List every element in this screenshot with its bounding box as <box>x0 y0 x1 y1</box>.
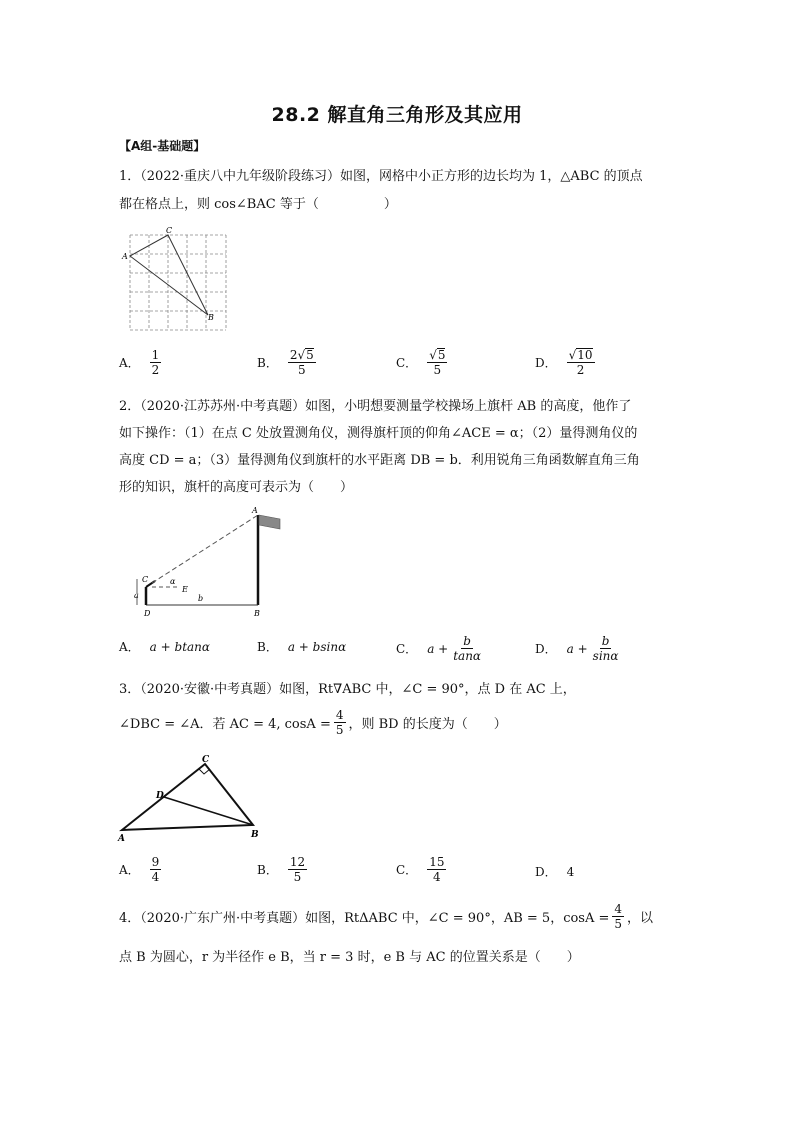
q3-text-line2: ∠DBC = ∠A．若 AC = 4, cosA = $\frac{4}{5}$ ，则 BD 的长度为（ ） <box>119 708 507 737</box>
q3-triangle-figure <box>114 752 274 844</box>
q1-grid-figure <box>120 225 232 335</box>
q2-option-a[interactable]: A． a + btanα <box>119 639 210 654</box>
q1-label-b: B <box>208 313 214 322</box>
section-label: 【A组-基础题】 <box>119 139 206 153</box>
q2-label-alpha: α <box>170 577 176 586</box>
option-label: C． <box>396 356 418 370</box>
q2-flagpole-figure <box>128 503 298 623</box>
option-label: D． <box>535 356 557 370</box>
q1-label-a: A <box>122 252 128 261</box>
q1-text-line2: 都在格点上，则 cos∠BAC 等于（ ） <box>119 197 397 212</box>
page-title: 28.2 解直角三角形及其应用 <box>271 104 523 126</box>
option-label: D． <box>535 865 557 879</box>
option-label: B． <box>257 640 278 654</box>
q1-option-a[interactable]: A． $\frac{1}{2}$ <box>119 348 160 377</box>
q2-label-c: C <box>142 575 149 584</box>
q2-label-d: D <box>144 609 151 618</box>
q4-text-line2: 点 B 为圆心，r 为半径作 e B，当 r = 3 时，e B 与 AC 的位置关系是（ ） <box>119 950 580 965</box>
option-label: A． <box>119 863 140 877</box>
q1-option-b[interactable]: B． 2√ 5 5 <box>257 348 314 377</box>
q2-label-e: E <box>182 585 188 594</box>
option-label: D． <box>535 642 557 656</box>
q1-text-line1: 1．（2022·重庆八中九年级阶段练习）如图，网格中小正方形的边长均为 1，△ABC 的顶点 <box>119 169 643 184</box>
option-label: C． <box>396 863 418 877</box>
q2-label-len-b: b <box>198 594 204 603</box>
q3-label-b: B <box>251 830 259 840</box>
q3-option-b[interactable]: B． $\frac{12}{5}$ <box>257 855 306 884</box>
q2-option-b[interactable]: B． a + bsinα <box>257 639 347 654</box>
q3-option-a[interactable]: A． $\frac{9}{4}$ <box>119 855 160 884</box>
q1-label-c: C <box>166 226 173 235</box>
q2-label-b: B <box>254 609 260 618</box>
q4-text-line1: 4．（2020·广东广州·中考真题）如图，RtΔABC 中，∠C = 90°，AB = 5，cosA = $\frac{4}{5}$ ，以 <box>119 902 654 931</box>
q3-label-c: C <box>202 755 210 765</box>
option-label: A． <box>119 356 140 370</box>
q2-text-line2: 如下操作：（1）在点 C 处放置测角仪，测得旗杆顶的仰角∠ACE = α；（2）量得测角仪的 <box>119 426 638 441</box>
q2-label-len-a: a <box>134 591 139 600</box>
option-label: C． <box>396 642 418 656</box>
option-label: B． <box>257 356 278 370</box>
q1-option-c[interactable]: C． √ 5 5 <box>396 348 446 377</box>
q3-option-c[interactable]: C． $\frac{15}{4}$ <box>396 855 445 884</box>
q2-text-line1: 2．（2020·江苏苏州·中考真题）如图，小明想要测量学校操场上旗杆 AB 的高度，他作了 <box>119 399 632 414</box>
q2-text-line3: 高度 CD = a；（3）量得测角仪到旗杆的水平距离 DB = b．利用锐角三角函数解直角三角 <box>119 453 640 468</box>
q1-option-d[interactable]: D． √ 10 2 <box>535 348 593 377</box>
q3-label-d: D <box>156 791 164 801</box>
option-label: A． <box>119 640 140 654</box>
q3-text-line1: 3．（2020·安徽·中考真题）如图，Rt∇ABC 中，∠C = 90°，点 D 在 AC 上， <box>119 682 576 697</box>
q3-label-a: A <box>118 834 125 844</box>
q2-text-line4: 形的知识，旗杆的高度可表示为（ ） <box>119 480 354 495</box>
option-label: B． <box>257 863 278 877</box>
q3-option-d[interactable]: D． 4 <box>535 864 575 879</box>
q2-label-a: A <box>252 506 258 515</box>
q2-option-d[interactable]: D． a + $\frac{b}{\sin\alpha}$ <box>535 634 619 663</box>
q2-option-c[interactable]: C． a + $\frac{b}{\tan\alpha}$ <box>396 634 482 663</box>
